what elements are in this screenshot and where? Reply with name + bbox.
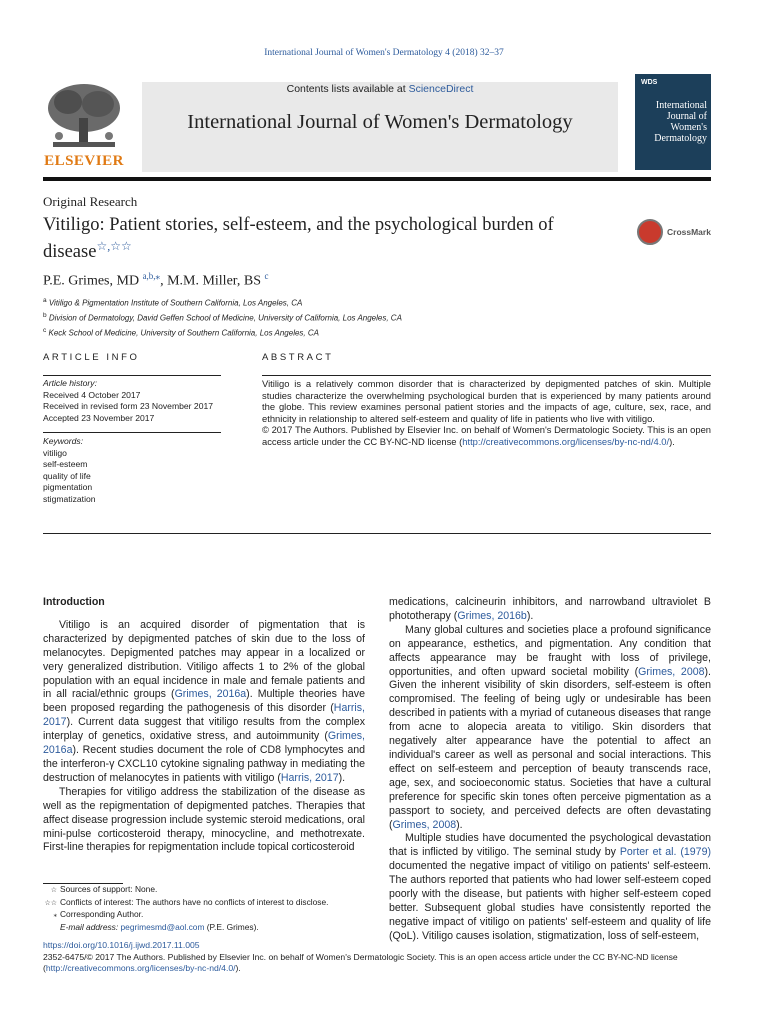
section-heading: Introduction [43,596,105,608]
header-rule [43,177,711,181]
body-text: documented the negative impact of vitiligo on patients' self-esteem. The authors reported that patients who had lower self-esteem coped poorly with the disease, but patients with higher self-esteem coped better. Subsequent global studies have consistently reported the negative impact of vitiligo on patients' self-esteem and quality of life (QoL). Vitiligo causes isolation, stigmatization, loss of self-esteem, [389,860,711,942]
article-info-rule [43,375,221,376]
email-link[interactable]: pegrimesmd@aol.com [120,921,205,932]
citation-link[interactable]: Grimes, 2016a [43,730,365,757]
article-section-label: Original Research [43,194,138,209]
contents-availability-line [142,83,618,95]
journal-reference-link[interactable]: International Journal of Women's Dermatology 4 (2018) 32–37 [264,48,504,58]
affiliation-text: Division of Dermatology, David Geffen School of Medicine, University of California, Los Angeles, CA [48,313,402,323]
footnote [43,897,328,910]
crossmark-icon[interactable] [637,219,663,245]
footnote-text: Corresponding Author. [60,909,144,919]
keywords [43,436,96,505]
journal-name: International Journal of Women's Dermatology [187,111,573,133]
license-link[interactable]: http://creativecommons.org/licenses/by-nc-nd/4.0/ [462,435,670,447]
body-paragraph [43,619,365,786]
body-column-right [389,596,711,944]
footnote-mark: ☆☆ [44,899,57,907]
footnote-text: Sources of support: None. [60,884,158,894]
citation-link[interactable]: Porter et al. (1979) [619,846,711,859]
citation-link[interactable]: Grimes, 2008 [638,665,705,678]
issn-license-line [43,952,711,975]
issn-close: ). [235,963,241,973]
body-text: medications, calcineurin inhibitors, and narrowband ultraviolet B phototherapy ( [389,596,711,622]
cover-title-line: Dermatology [654,133,707,144]
issn-text: 2352-6475/© 2017 The Authors. Published by Elsevier Inc. on behalf of Women's Dermatologic Society. This is an open access article under the CC BY-NC-ND license ( [43,951,678,973]
citation-link[interactable]: Grimes, 2008 [392,818,457,831]
article-history [43,378,213,424]
body-text: Vitiligo is an acquired disorder of pigmentation that is characterized by depigmented patches of skin due to the loss of melanocytes. Depigmented patches may appear in a localized or very generalized distribution. Vitiligo affects 1 to 2% of the global population with an equal incidence in male and female patients and in all racial/ethnic groups ( [43,618,365,701]
body-paragraph [389,624,711,833]
affiliation-text: Keck School of Medicine, University of Southern California, Los Angeles, CA [48,328,319,338]
author-affiliation-marks[interactable]: c [264,271,269,281]
footnote [43,909,328,922]
crossmark-label[interactable]: CrossMark [667,227,711,237]
history-item: Received in revised form 23 November 2017 [43,401,214,411]
body-column-left [43,596,365,855]
footnote [43,884,328,897]
keywords-label: Keywords: [43,436,84,446]
keywords-rule [43,432,221,433]
affiliation-mark: b [43,312,47,320]
affiliations [43,295,402,340]
affiliation [43,295,402,310]
affiliation [43,310,402,325]
citation-link[interactable]: Harris, 2017 [280,771,339,784]
body-text: ). [338,771,346,784]
cover-title-line: International [655,100,707,111]
abstract-copyright [262,424,711,447]
affiliation [43,325,402,340]
article-footer [43,940,711,975]
keyword: quality of life [43,470,91,481]
article-info-heading: ARTICLE INFO [43,352,140,363]
cover-badge: WDS [641,79,658,86]
affiliation-mark: a [43,297,47,304]
article-title-text: Vitiligo: Patient stories, self-esteem, and the psychological burden of disease [43,215,554,263]
journal-cover-thumbnail[interactable] [635,74,711,170]
footnote-mark: ⁎ [53,912,57,919]
abstract-rule [262,375,711,376]
elsevier-wordmark: ELSEVIER [44,153,124,169]
body-text: ). Given the inherent visibility of skin disorders, self-esteem is often compromised. The feeling of being ugly or undesirable has been described in patients with a myriad of cutaneous diseases that range from acne to alopecia areata to vitiligo. Skin disorders that negatively alter appearance have the potential to affect an individual's career as well as personal and social interactions. This effect on self-esteem and perception of beauty transcends race, age, sex, and socioeconomic status. Societies that have a cultural preference for specific skin tones often perceive pigmentation as a passport to society, and perceived defects are often devastating ( [389,665,711,831]
copyright-text: © 2017 The Authors. Published by Elsevier Inc. on behalf of Women's Dermatologic Society. This is an open access article under the CC BY-NC-ND license ( [262,424,711,447]
abstract-bottom-rule [43,533,711,534]
body-paragraph: Therapies for vitiligo address the stabilization of the disease as well as the repigmentation of depigmented patches. Therapies that affect disease progression include systemic steroid medications, oral mini-pulse corticosteroid therapy, minocycline, and methotrexate. First-line therapies for repigmentation include topical corticosteroid [43,785,365,854]
citation-link[interactable]: Grimes, 2016b [457,609,527,622]
affiliation-text: Vitiligo & Pigmentation Institute of Southern California, Los Angeles, CA [48,298,303,308]
history-label: Article history: [43,378,97,388]
title-footnote-marks[interactable]: ☆,☆☆ [96,239,132,253]
footnote-mark: ☆ [50,887,57,894]
body-paragraph [389,596,711,624]
contents-prefix: Contents lists available at [286,83,409,95]
body-text: ). Multiple theories have been proposed regarding the pathogenesis of this disorder ( [43,688,366,715]
body-text: ). [456,818,463,831]
cover-title-line: Women's [670,122,707,133]
author-list [43,271,269,290]
footnote-text: (P.E. Grimes). [204,921,259,932]
author-affiliation-marks[interactable]: a,b,⁎ [142,271,161,281]
body-text: Multiple studies have documented the psychological devastation that is inflicted by vitiligo. The seminal study by [389,832,711,859]
article-title [43,215,603,263]
keyword: self-esteem [43,459,88,469]
footnotes [43,884,328,933]
affiliation-mark: c [43,327,47,335]
body-paragraph [389,832,711,943]
copyright-close: ). [669,435,675,447]
citation-link[interactable]: Harris, 2017 [43,702,365,729]
doi-link[interactable]: https://doi.org/10.1016/j.ijwd.2017.11.005 [43,940,200,950]
keyword: pigmentation [43,482,93,492]
license-link[interactable]: http://creativecommons.org/licenses/by-nc-nd/4.0/ [45,963,236,973]
citation-link[interactable]: Grimes, 2016a [174,688,247,701]
history-item: Accepted 23 November 2017 [43,412,155,423]
abstract-heading: ABSTRACT [262,352,334,363]
abstract-text: Vitiligo is a relatively common disorder that is characterized by depigmented patches of skin. Multiple studies characterize the overwhelming psychological burden that is experienced by many patients around the globe. This review examines personal patient stories and the impacts of age, culture, sex, race, and ethnicity in relationship to altered self-esteem and quality of life in patients who live with vitiligo. [262,378,711,424]
keyword: vitiligo [43,447,67,458]
author-separator: , [160,273,168,289]
author-name[interactable]: M.M. Miller, BS [167,273,265,289]
abstract-body [262,378,711,447]
cover-title-line: Journal of [666,111,707,122]
body-text: ). [526,609,534,622]
sciencedirect-link[interactable]: ScienceDirect [408,83,474,95]
body-text: ). Current data suggest that vitiligo results from the complex interplay of genetics, oxidative stress, and autoimmunity ( [43,716,365,743]
keyword: stigmatization [43,493,96,504]
footnote [43,922,328,934]
footnote-text: Conflicts of interest: The authors have no conflicts of interest to disclose. [60,896,329,907]
cover-title [639,100,707,144]
body-text: ). Recent studies document the role of CD8 lymphocytes and the interferon-γ CXCL10 cytokine signaling pathway in mediating the destruction of melanocytes in patients with vitiligo ( [43,744,365,784]
history-item: Received 4 October 2017 [43,389,141,400]
body-text: Many global cultures and societies place a profound significance on appearance, esthetics, and pigmentation. Any condition that affects appearance may be fraught with loss of privilege, opportunities, and often upward societal mobility ( [389,623,711,678]
email-label: E-mail address: [60,921,121,932]
author-name[interactable]: P.E. Grimes, MD [43,273,143,289]
